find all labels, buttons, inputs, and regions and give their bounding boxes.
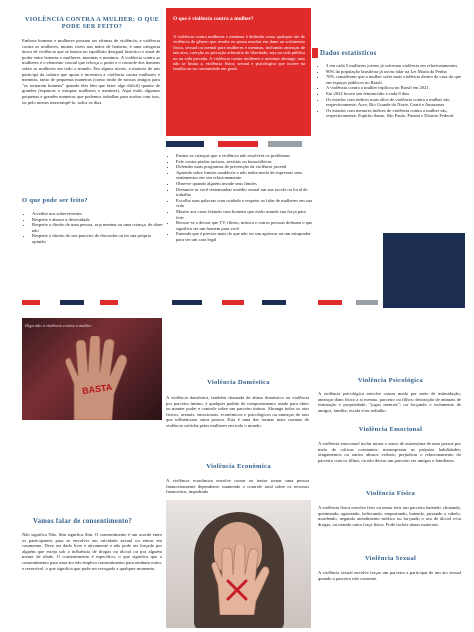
panel3-title: Dados estatísticos <box>320 50 377 57</box>
list-item: • 90% da população brasileira já ouviu falar na Lei Maria da Penha <box>326 69 466 75</box>
list-item: • Recuse-se a deixar que TV, filmes, música e outros pessoas definam o que significa ser um homem para você <box>176 220 314 231</box>
list-item: • 3 em cada 5 mulheres jovens já sofreram violência em relacionamentos. <box>326 63 466 69</box>
definition-box <box>166 8 311 136</box>
list-item: • Fale contra piadas racistas, sexistas ou homofóbicas <box>176 159 314 165</box>
divider-bar <box>218 141 258 147</box>
psicologica-title: Violência Psicológica <box>357 377 424 384</box>
divider-bar <box>268 141 302 147</box>
list-item: • 70% consideram que a mulher sofre mais violência dentro de casa do que em espaços públicos no Brasil. <box>326 74 466 85</box>
divider-bar <box>222 300 244 305</box>
economica-title: Violência Econômica <box>206 463 271 470</box>
panel1-subtitle: O que pode ser feito? <box>22 197 88 204</box>
list-item: • Respeite o direito do seu parceiro de discordar ou ter sua própria opinião <box>32 233 164 244</box>
photo-raised-hand <box>22 318 162 420</box>
list-item: • Observe quando alguém invade seus limites <box>176 181 314 187</box>
panel3-list <box>318 63 466 119</box>
list-item: • Acredite nos sobreviventes <box>32 211 164 217</box>
hand-icon <box>60 336 130 420</box>
domestica-text: A violência doméstica, também chamada de abuso doméstico ou violência por parceiro íntimo, é qualquer padrão de comportamento usado para obter ou manter poder e controle sobre um parceiro íntimo. Abrange todos os atos físicos, sexuais, emocionais, econômicos e psicológicos ou ameaças de atos que influenciam outra pessoa. Esta é uma das formas mais comuns de violência sofridas pelas mulheres em todo o mundo. <box>166 395 309 428</box>
list-item: • Aprenda sobre limites saudáveis e não tenha medo de expressar seus sentimentos em seu relacionamento <box>176 170 314 181</box>
list-item: • A violência contra a mulher triplicou no Brasil em 2021. <box>326 85 466 91</box>
definition-box-text: A violência contra mulheres e meninas é definida como qualquer ato de violência de gênero que resulte ou possa resultar em dano ou sofrimento físico, sexual ou mental para mulheres e meninas, incluindo ameaças de tais atos, coerção ou privação arbitrária de liberdade, seja na vida pública ou na vida privada. A violência contra mulheres e meninas abrange, mas não se limita a, violência física, sexual e psicológica que ocorre na família ou na comunidade em geral. <box>173 34 305 72</box>
emocional-text: A violência emocional inclui minar o senso de autoestima de uma pessoa por meio de críticas constantes; menosprezar as próprias habilidades; xingamentos ou outros abusos verbais; prejudicar o relacionamento do parceiro com os filhos; ou não deixar um parceiro ver amigos e familiares. <box>318 441 461 463</box>
list-item: • Respeite o direito de uma pessoa, seja menina ou uma criança, de dizer não <box>32 222 164 233</box>
list-item: • Escolha suas palavras com cuidado e respeite ao falar de mulheres em sua vida <box>176 198 314 209</box>
economica-text: A violência econômica envolve tornar ou tentar tornar uma pessoa financeiramente dependente, mantendo o controle total sobre os recursos financeiros, impedindo <box>166 478 309 495</box>
divider-bar <box>318 300 342 305</box>
panel1-intro: Embora homens e mulheres possam ser vítimas de violência, a violência contra as mulheres, muitas vezes nas mãos de homens, é uma categoria única de violência que se baseia no equilíbrio desigual histórico e atual de poder entre homens e mulheres, meninas e meninos. A violência contra as mulheres é o elemento crucial que reforça o poder e o controle dos homens sobre as mulheres em todo o mundo. Em alguns níveis, a maioria de nós participa da cultura que apoia e incentiva a violência contra mulheres e meninas, tanto de pequenas maneiras (como rindo de nossos amigos para "os tornarem homens" quando eles têm que fazer algo difícil) quanto de grandes (espancar e estuprar mulheres e meninas). Aqui estão algumas pequenas e grandes maneiras que podemos trabalhar para acabar com isso, ou pelo menos interrompê-lo, todos os dias. <box>22 38 160 105</box>
decorative-block <box>383 233 465 308</box>
list-item: • Denuncie se você testemunhar assédio sexual em sua escola ou local de trabalho <box>176 187 314 198</box>
psicologica-text: A violência psicológica envolve causar medo por meio de intimidação; ameaçar dano físico a si mesmo, parceiro ou filhos; destruição de animais de estimação e propriedade; "jogos mentais"; ou forçando o isolamento de amigos, família, escola e/ou trabalho. <box>318 391 461 413</box>
photo-caption: Diga não à violência contra a mulher <box>25 323 92 328</box>
photo-stop-hand <box>166 500 311 628</box>
list-item: • Mostre aos caras falando com homens que estão usando sua força para ferir <box>176 209 314 220</box>
divider-bar <box>356 300 378 305</box>
panel3-accent <box>312 48 318 58</box>
palm-icon <box>208 545 270 615</box>
divider-bar <box>166 141 204 147</box>
list-item: • Respeite e abrace a diversidade <box>32 217 164 223</box>
divider-bar <box>100 300 118 305</box>
sexual-title: Violência Sexual <box>364 555 417 562</box>
domestica-title: Violência Doméstica <box>207 379 270 386</box>
fisica-title: Violência Física <box>365 490 416 497</box>
divider-bar <box>172 300 202 305</box>
list-item: • Ensine as crianças que a violência não resolverá os problemas <box>176 153 314 159</box>
panel1-list <box>24 211 164 245</box>
list-item: • Os estados com índices mais altos de violência contra a mulher são, respectivamente, Acre, Rio Grande do Norte, Ceará e Amazonas <box>326 97 466 108</box>
divider-bar <box>60 300 84 305</box>
panel2-list <box>168 153 314 243</box>
list-item: • Os estados com menores índices de violência contra a mulher são, respectivamente, Espírito Santo, São Paulo, Paraná e Distrito Federal. <box>326 108 466 119</box>
list-item: • Defender mais programas de prevenção da violência juvenil <box>176 164 314 170</box>
emocional-title: Violência Emocional <box>358 426 423 433</box>
divider-bar <box>262 300 286 305</box>
consent-title: Vamos falar de consentimento? <box>33 518 133 525</box>
panel1-title: VIOLÊNCIA CONTRA A MULHER: O QUE PODE SER FEITO? <box>24 16 160 30</box>
fisica-text: A violência física envolve ferir ou tentar ferir um parceiro batendo, chutando, queimando, agarrando, beliscando, empurrando, batendo, puxando o cabelo, mordendo, negando atendimento médico ou forçando o uso de álcool e/ou drogas, ou usando outra força física. Pode incluir danos materiais. <box>318 505 461 527</box>
definition-box-title: O que é violência contra a mulher? <box>173 16 254 22</box>
list-item: • Entenda que é preciso mais do que não ser um agressor ou um estuprador para ser um cara legal <box>176 231 314 242</box>
consent-text: Não significa Não. Sim significa Sim. O consentimento é um acordo entre os participantes para se envolver em atividade sexual ou entrar em casamento. Deve ser dado livre e ativamente e não pode ser forçado por alguém que esteja sob a influência de drogas ou álcool ou por alguém menor de idade. O consentimento é específico, o que significa que o consentimento para uma ato não implica consentimento para nenhum outro, e reversível, o que significa que pode ser revogado a qualquer momento. <box>22 532 162 571</box>
sexual-text: A violência sexual envolve forçar um parceiro a participar de um ato sexual quando o parceiro não consente. <box>318 570 461 581</box>
hand-text: BASTA <box>81 381 113 397</box>
divider-bar <box>22 300 40 305</box>
list-item: • Em 2022 houve um feminicídio a cada 8 dias <box>326 91 466 97</box>
